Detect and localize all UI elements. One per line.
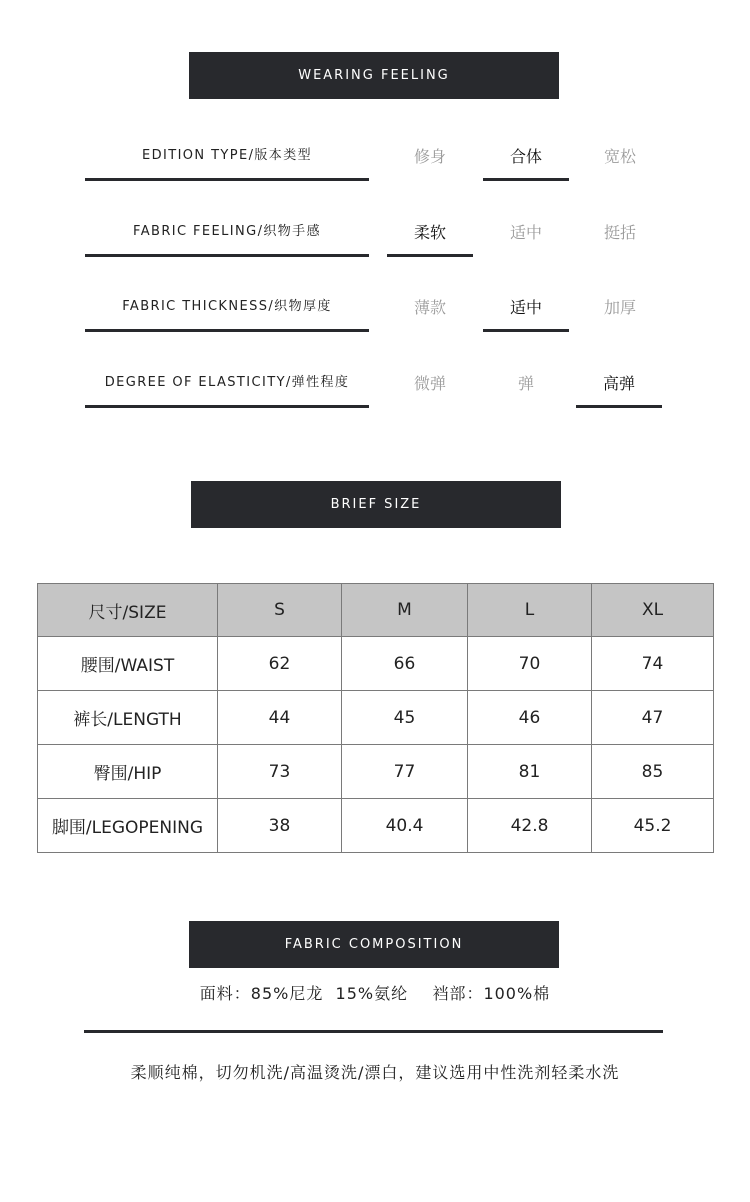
table-cell: 44 — [218, 691, 342, 745]
header-cell: XL — [592, 584, 714, 637]
table-cell: 85 — [592, 745, 714, 799]
table-cell: 73 — [218, 745, 342, 799]
table-cell: 77 — [342, 745, 468, 799]
table-cell: 38 — [218, 799, 342, 853]
option-medium-selected: 适中 — [483, 293, 569, 332]
option-stiff: 挺括 — [603, 223, 636, 242]
feel-row-fabric-feeling — [0, 218, 750, 258]
option-slim: 修身 — [413, 147, 446, 166]
table-cell: 81 — [468, 745, 592, 799]
header-cell: M — [342, 584, 468, 637]
option-slight-stretch: 微弹 — [413, 374, 446, 393]
option-thick: 加厚 — [603, 298, 636, 317]
feel-row-fabric-thickness — [0, 293, 750, 333]
feel-row-elasticity — [0, 369, 750, 409]
wearing-feeling-title: WEARING FEELING — [298, 68, 450, 83]
option-thin: 薄款 — [413, 298, 446, 317]
row-label: 臀围/HIP — [38, 745, 218, 799]
brief-size-banner — [191, 481, 561, 528]
brief-size-title: BRIEF SIZE — [330, 497, 422, 512]
header-cell: S — [218, 584, 342, 637]
header-cell: L — [468, 584, 592, 637]
option-soft-selected: 柔软 — [387, 218, 473, 257]
feel-label: FABRIC FEELING/织物手感 — [85, 218, 369, 257]
feel-row-edition-type — [0, 142, 750, 182]
row-label: 脚围/LEGOPENING — [38, 799, 218, 853]
composition-text: 面料：85%尼龙 15%氨纶 裆部：100%棉 — [199, 984, 551, 1003]
table-cell: 47 — [592, 691, 714, 745]
table-row — [38, 691, 714, 745]
fabric-composition-banner — [189, 921, 559, 968]
table-cell: 66 — [342, 637, 468, 691]
header-cell: 尺寸/SIZE — [38, 584, 218, 637]
table-cell: 45.2 — [592, 799, 714, 853]
row-label: 腰围/WAIST — [38, 637, 218, 691]
wearing-feeling-banner — [189, 52, 559, 99]
table-row — [38, 799, 714, 853]
table-row — [38, 745, 714, 799]
size-table-header — [38, 584, 714, 637]
option-regular-selected: 合体 — [483, 142, 569, 181]
care-instructions: 柔顺纯棉，切勿机洗/高温烫洗/漂白，建议选用中性洗剂轻柔水洗 — [130, 1063, 620, 1082]
option-high-stretch-selected: 高弹 — [576, 369, 662, 408]
table-cell: 62 — [218, 637, 342, 691]
feel-label: EDITION TYPE/版本类型 — [85, 142, 369, 181]
table-cell: 70 — [468, 637, 592, 691]
row-label: 裤长/LENGTH — [38, 691, 218, 745]
option-stretch: 弹 — [517, 374, 534, 393]
table-cell: 40.4 — [342, 799, 468, 853]
table-cell: 74 — [592, 637, 714, 691]
table-cell: 46 — [468, 691, 592, 745]
feel-label: DEGREE OF ELASTICITY/弹性程度 — [85, 369, 369, 408]
section-divider — [84, 1030, 663, 1033]
option-medium: 适中 — [509, 223, 542, 242]
option-loose: 宽松 — [603, 147, 636, 166]
size-table — [37, 583, 714, 853]
fabric-composition-title: FABRIC COMPOSITION — [284, 937, 464, 952]
table-cell: 45 — [342, 691, 468, 745]
feel-label: FABRIC THICKNESS/织物厚度 — [85, 293, 369, 332]
table-cell: 42.8 — [468, 799, 592, 853]
table-row — [38, 637, 714, 691]
